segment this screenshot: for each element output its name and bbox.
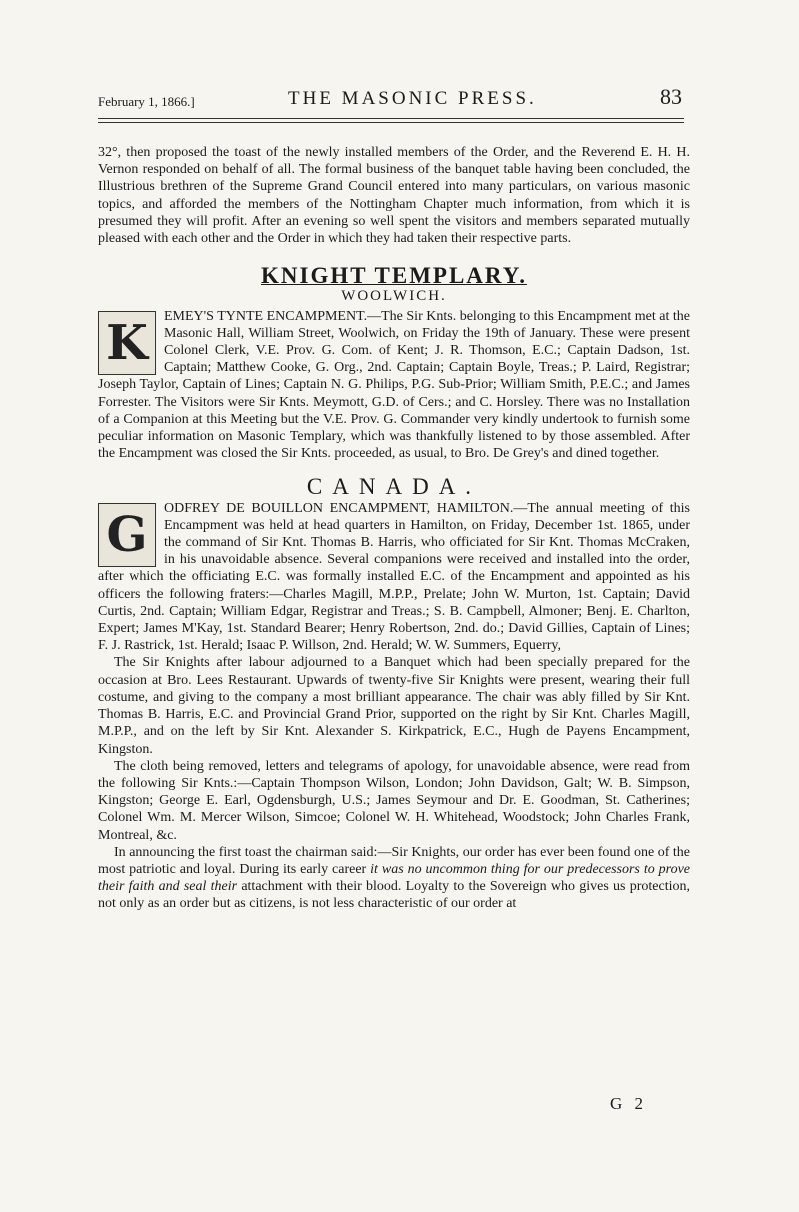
section-subtitle-woolwich: WOOLWICH.: [341, 288, 447, 305]
page-number: 83: [660, 84, 682, 109]
paragraph-text-kemeys: —The Sir Knts. belonging to this Encampment met at the Masonic Hall, William Street, Woolwich, on Friday the 19th of January. These were present Colonel Clerk, V.E. Prov. G. Com. of Kent; J. R. Thomson, E.C.; Captain Dadson, 1st. Captain; Matthew Cooke, G. Org., 2nd. Captain; Captain Boyle, Treas.; P. Laird, Registrar; Joseph Taylor, Captain of Lines; Captain N. G. Philips, P.G. Sub-Prior; William Smith, P.E.C.; and James Forrester. The Visitors were Sir Knts. Meymott, G.D. of Cers.; and C. Horsley. There was no Installation of a Companion at this Meeting but the V.E. Prov. G. Commander very kindly undertook to furnish some peculiar information on Masonic Templary, which was thankfully listened to by those assembled. After the Encampment was closed the Sir Knts. proceeded, as usual, to Bro. De Grey's and dined together.: [98, 308, 691, 462]
header-rule-secondary: [98, 122, 684, 123]
toast-text-italic: it was no uncommon thing for our predecessors to prove their faith and seal their: [98, 861, 690, 895]
paragraph-kemeys-tynte: [98, 308, 690, 463]
intro-paragraph: 32°, then proposed the toast of the newly installed members of the Order, and the Reverend E. H. H. Vernon responded on behalf of all. The formal business of the banquet table having been concluded, the Illustrious brethren of the Supreme Grand Council entered into many particulars, on various masonic topics, and afforded the members of the Nottingham Chapter much information, from which it is presumed they will profit. After an evening so well spent the visitors and members separated mutually pleased with each other and the Order in which they had taken their respective parts.: [98, 145, 690, 247]
section-title-canada: CANADA.: [306, 474, 482, 500]
paragraph-toast: [98, 844, 690, 913]
paragraph-apologies: The cloth being removed, letters and telegrams of apology, for unavoidable absence, were read from the following Sir Knts.:—Captain Thompson Wilson, London; John Davidson, Galt; W. B. Simpson, Kingston; George E. Earl, Ogdensburgh, U.S.; James Seymour and Dr. E. Goodman, St. Catherines; Colonel Wm. M. Mercer Wilson, Simcoe; Colonel W. H. Whitehead, Woodstock; John Charles Frank, Montreal, &c.: [98, 758, 690, 843]
header-rule: [98, 118, 684, 119]
article-body: [98, 144, 690, 913]
paragraph-banquet: The Sir Knights after labour adjourned to a Banquet which had been specially prepared for the occasion at Bro. Lees Restaurant. Upwards of twenty-five Sir Knights were present, wearing their full costume, and giving to the company a most brilliant appearance. The chair was ably filled by Sir Knt. Thomas B. Harris, E.C. and Provincial Grand Prior, supported on the right by Sir Knt. Charles Magill, M.P.P., and on the left by Sir Knt. Alexander S. Kirkpatrick, E.C., Hugh de Payens Encampment, Kingston.: [98, 655, 690, 757]
dropcap-k: K: [98, 311, 156, 375]
dropcap-g: G: [98, 503, 156, 567]
toast-text-start: In announcing the first toast the chairman said:—Sir Knights, our order has ever been found one of the most patriotic and loyal. During its early career: [98, 844, 690, 877]
paragraph-text-godfrey: —The annual meeting of this Encampment was held at head quarters in Hamilton, on Friday, December 1st. 1865, under the command of Sir Knt. Thomas B. Harris, who officiated for Sir Knt. Thomas McCraken, in his unavoidable absence. Several companions were received and installed into the order, after which the officiating E.C. was formally installed E.C. of the Encampment and appointed as his officers the following fraters:—Charles Magill, M.P.P., Prelate; John W. Murton, 1st. Captain; David Curtis, 2nd. Captain; William Edgar, Registrar and Treas.; S. B. Campbell, Almoner; Benj. E. Charlton, Expert; James M'Kay, 1st. Standard Bearer; Henry Robertson, 2nd. do.; David Gillies, Captain of Lines; F. J. Rastrick, 1st. Herald; Isaac P. Willson, 2nd. Herald; W. W. Summers, Equerry,: [98, 500, 690, 654]
toast-text-end: attachment with their blood. Loyalty to the Sovereign who gives us protection, not only as an order but as citizens, is not less characteristic of our order at: [98, 879, 690, 912]
paragraph-godfrey: [98, 500, 690, 655]
signature-mark: G 2: [610, 1094, 648, 1113]
section-title-knight-templary: KNIGHT TEMPLARY.: [261, 263, 527, 289]
paragraph-lead-godfrey: ODFREY DE BOUILLON ENCAMPMENT, HAMILTON.: [164, 500, 514, 516]
running-header: [98, 84, 688, 114]
paragraph-lead-kemeys: EMEY'S TYNTE ENCAMPMENT.: [164, 308, 368, 324]
header-date: February 1, 1866.]: [98, 94, 195, 109]
header-title: THE MASONIC PRESS.: [288, 88, 537, 109]
